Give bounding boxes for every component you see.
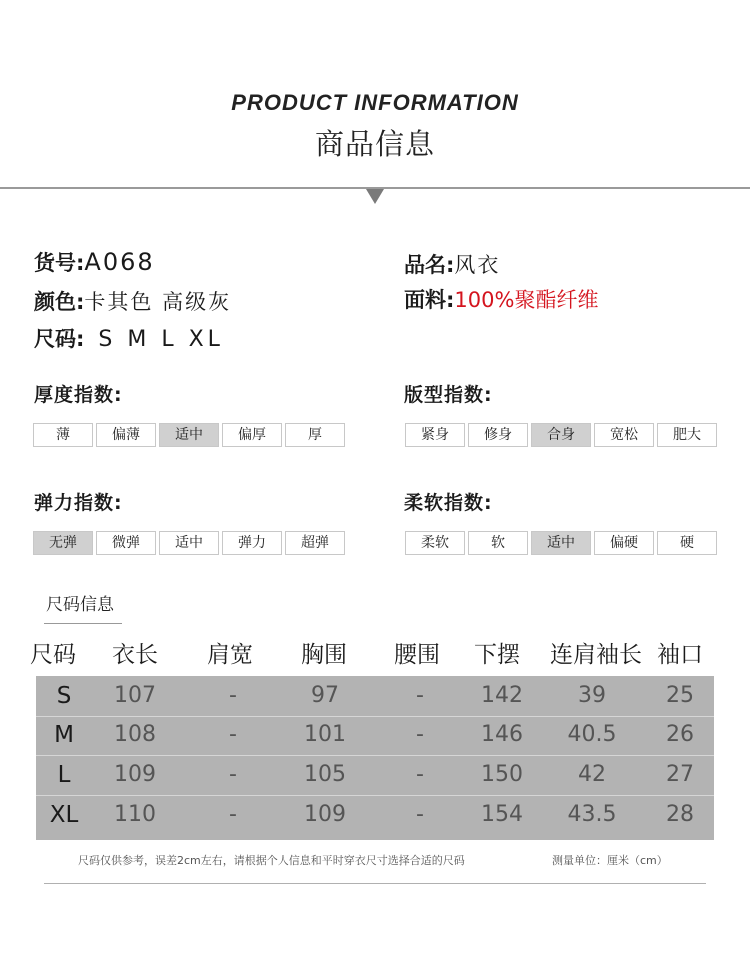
- cell-size: M: [54, 722, 74, 748]
- title-english: PRODUCT INFORMATION: [231, 90, 519, 115]
- fit-scale: [405, 423, 720, 447]
- thickness-index-title: 厚度指数:: [34, 384, 123, 406]
- thickness-option: 适中: [159, 423, 219, 447]
- cell-cuff: 28: [666, 802, 694, 827]
- item-number-label: 货号:: [34, 251, 85, 275]
- header-sleeve-length: 连肩袖长: [550, 642, 642, 668]
- product-name-value: 风衣: [454, 253, 501, 277]
- caption-underline: [44, 623, 122, 624]
- cell-size: S: [56, 683, 72, 709]
- softness-option: 柔软: [405, 531, 465, 555]
- thickness-option: 厚: [285, 423, 345, 447]
- softness-option: 适中: [531, 531, 591, 555]
- fit-option: 紧身: [405, 423, 465, 447]
- color-value: 卡其色 高级灰: [84, 290, 232, 314]
- fit-option: 合身: [531, 423, 591, 447]
- row-divider: [36, 795, 714, 796]
- fit-index-title: 版型指数:: [404, 384, 493, 406]
- size-table-caption: 尺码信息: [46, 595, 114, 615]
- cell-length: 108: [114, 722, 156, 747]
- cell-sleeve-length: 39: [578, 683, 606, 708]
- cell-cuff: 27: [666, 762, 694, 787]
- cell-chest: 109: [304, 802, 346, 827]
- size-label: 尺码:: [34, 327, 85, 351]
- thickness-option: 薄: [33, 423, 93, 447]
- softness-index-title: 柔软指数:: [404, 492, 493, 514]
- elasticity-option: 适中: [159, 531, 219, 555]
- elasticity-option: 微弹: [96, 531, 156, 555]
- cell-shoulder: -: [229, 683, 237, 708]
- cell-size: L: [57, 762, 71, 788]
- fit-option: 肥大: [657, 423, 717, 447]
- header-chest: 胸围: [301, 642, 347, 668]
- thickness-scale: [33, 423, 348, 447]
- cell-length: 107: [114, 683, 156, 708]
- elasticity-option: 无弹: [33, 531, 93, 555]
- cell-hem: 154: [481, 802, 523, 827]
- softness-option: 硬: [657, 531, 717, 555]
- header-shoulder: 肩宽: [207, 642, 253, 668]
- cell-hem: 150: [481, 762, 523, 787]
- fabric-row: [404, 284, 598, 314]
- fabric-value: 100%聚酯纤维: [454, 288, 599, 312]
- cell-waist: -: [416, 683, 424, 708]
- fit-option: 宽松: [594, 423, 654, 447]
- softness-option: 软: [468, 531, 528, 555]
- divider-down-arrow-icon: [366, 189, 384, 204]
- header-waist: 腰围: [394, 642, 440, 668]
- cell-shoulder: -: [229, 722, 237, 747]
- cell-length: 109: [114, 762, 156, 787]
- size-disclaimer: 尺码仅供参考，误差2cm左右，请根据个人信息和平时穿衣尺寸选择合适的尺码: [78, 854, 465, 867]
- cell-shoulder: -: [229, 802, 237, 827]
- size-row: [34, 323, 224, 353]
- elasticity-option: 弹力: [222, 531, 282, 555]
- fabric-label: 面料:: [404, 288, 455, 312]
- cell-waist: -: [416, 802, 424, 827]
- footer-divider: [44, 883, 706, 884]
- thickness-option: 偏厚: [222, 423, 282, 447]
- cell-chest: 101: [304, 722, 346, 747]
- elasticity-scale: [33, 531, 348, 555]
- color-row: [34, 286, 231, 316]
- cell-shoulder: -: [229, 762, 237, 787]
- cell-chest: 97: [311, 683, 339, 708]
- fit-option: 修身: [468, 423, 528, 447]
- cell-sleeve-length: 42: [578, 762, 606, 787]
- header-cuff: 袖口: [657, 642, 703, 668]
- cell-sleeve-length: 43.5: [567, 802, 617, 827]
- cell-cuff: 26: [666, 722, 694, 747]
- title-chinese: 商品信息: [314, 127, 435, 161]
- header-size: 尺码: [30, 642, 76, 668]
- item-number-value: A068: [84, 248, 155, 276]
- row-divider: [36, 755, 714, 756]
- item-number-row: [34, 247, 155, 277]
- cell-cuff: 25: [666, 683, 694, 708]
- cell-waist: -: [416, 762, 424, 787]
- cell-hem: 142: [481, 683, 523, 708]
- header-hem: 下摆: [474, 642, 520, 668]
- color-label: 颜色:: [34, 290, 85, 314]
- cell-size: XL: [49, 802, 79, 828]
- elasticity-option: 超弹: [285, 531, 345, 555]
- cell-sleeve-length: 40.5: [567, 722, 617, 747]
- measurement-unit: 测量单位：厘米（cm）: [552, 854, 668, 867]
- product-name-row: [404, 249, 500, 279]
- softness-option: 偏硬: [594, 531, 654, 555]
- size-values: S M L XL: [98, 327, 224, 352]
- elasticity-index-title: 弹力指数:: [34, 492, 123, 514]
- cell-length: 110: [114, 802, 156, 827]
- thickness-option: 偏薄: [96, 423, 156, 447]
- cell-chest: 105: [304, 762, 346, 787]
- product-name-label: 品名:: [404, 253, 455, 277]
- softness-scale: [405, 531, 720, 555]
- cell-waist: -: [416, 722, 424, 747]
- header-length: 衣长: [112, 642, 158, 668]
- cell-hem: 146: [481, 722, 523, 747]
